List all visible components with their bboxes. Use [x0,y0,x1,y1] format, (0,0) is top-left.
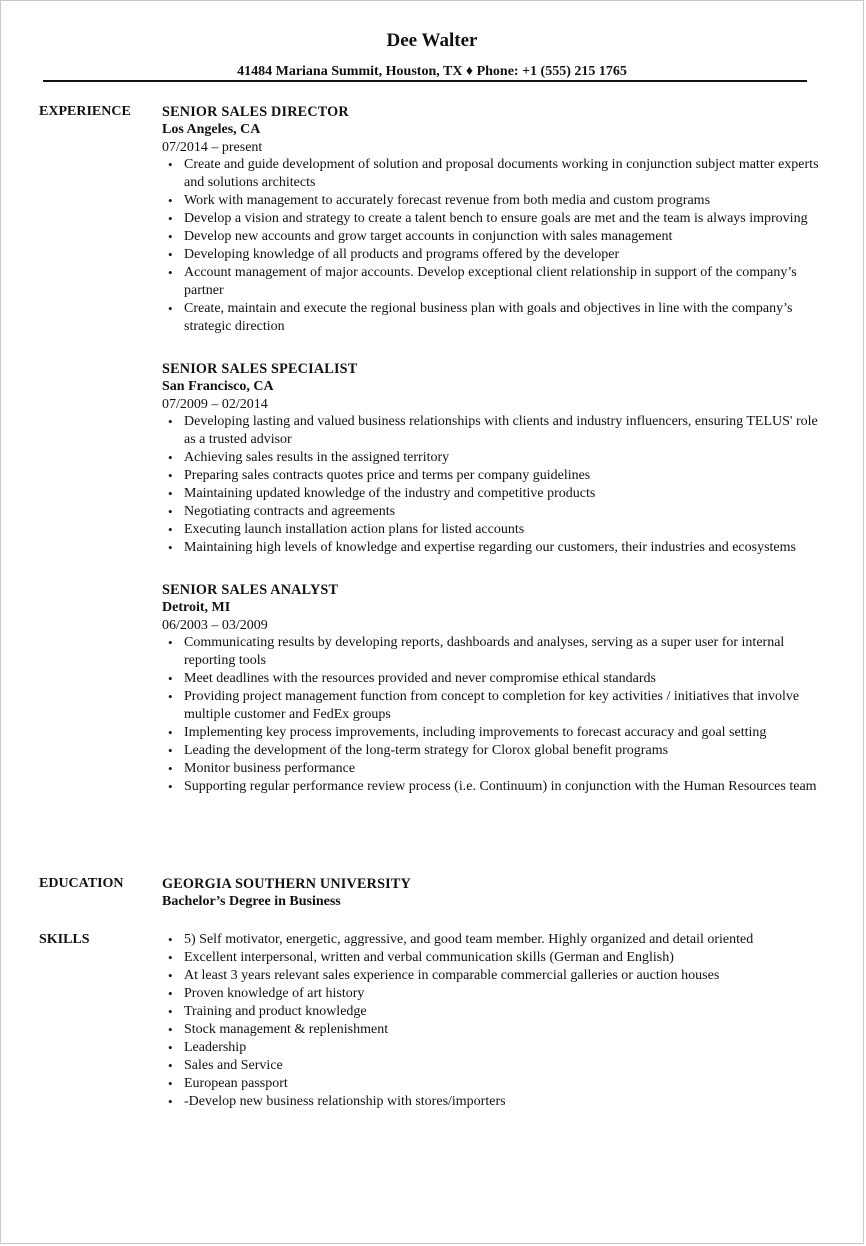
skills-body [162,931,823,1111]
job-location: San Francisco, CA [162,379,274,394]
job-bullet: • Create, maintain and execute the regional business plan with goals and objectives in line with the company’s strategic direction [162,300,823,336]
job-location: Detroit, MI [162,600,231,615]
job-bullet: • Implementing key process improvements, including improvements to forecast accuracy and goal setting [162,724,823,742]
job-bullet: • Account management of major accounts. Develop exceptional client relationship in support of the company’s partner [162,264,823,300]
job-bullet: • Developing knowledge of all products and programs offered by the developer [162,246,823,264]
skill-item: • Sales and Service [162,1057,823,1075]
job-dates: 06/2003 – 03/2009 [162,618,268,633]
job-bullet: • Achieving sales results in the assigned territory [162,449,823,467]
school-name: GEORGIA SOUTHERN UNIVERSITY [162,876,412,892]
skill-item: • Stock management & replenishment [162,1021,823,1039]
experience-body [162,103,823,820]
job-bullet: • Develop new accounts and grow target accounts in conjunction with sales management [162,228,823,246]
job-bullet: • Meet deadlines with the resources provided and never compromise ethical standards [162,670,823,688]
job-bullet: • Maintaining updated knowledge of the industry and competitive products [162,485,823,503]
job-bullet: • Supporting regular performance review process (i.e. Continuum) in conjunction with the Human Resources team [162,778,823,796]
job-dates: 07/2014 – present [162,140,263,155]
contact-line: 41484 Mariana Summit, Houston, TX ♦ Phone: +1 (555) 215 1765 [237,64,627,79]
job-bullets [162,156,823,336]
job-location: Los Angeles, CA [162,122,261,137]
skills-list [162,931,823,1111]
job-bullet: • Communicating results by developing reports, dashboards and analyses, serving as a super user for internal reporting tools [162,634,823,670]
skill-item: • 5) Self motivator, energetic, aggressive, and good team member. Highly organized and detail oriented [162,931,823,949]
job-bullet: • Leading the development of the long-term strategy for Clorox global benefit programs [162,742,823,760]
job-entry [162,360,823,557]
job-bullet: • Maintaining high levels of knowledge and expertise regarding our customers, their industries and ecosystems [162,539,823,557]
header-divider [43,80,807,82]
education-label: EDUCATION [39,876,124,891]
job-entry [162,581,823,796]
job-bullet: • Work with management to accurately forecast revenue from both media and custom programs [162,192,823,210]
job-bullet: • Developing lasting and valued business relationships with clients and industry influencers, ensuring TELUS' role as a trusted advisor [162,413,823,449]
skill-item: • -Develop new business relationship with stores/importers [162,1093,823,1111]
job-bullets [162,634,823,796]
job-bullet: • Preparing sales contracts quotes price and terms per company guidelines [162,467,823,485]
experience-label: EXPERIENCE [39,104,131,119]
job-bullet: • Monitor business performance [162,760,823,778]
education-body [162,875,823,911]
skill-item: • European passport [162,1075,823,1093]
job-bullet: • Create and guide development of solution and proposal documents working in conjunction subject matter experts and solutions architects [162,156,823,192]
skill-item: • Leadership [162,1039,823,1057]
job-title: SENIOR SALES DIRECTOR [162,104,349,120]
skill-item: • Training and product knowledge [162,1003,823,1021]
job-title: SENIOR SALES ANALYST [162,582,339,598]
resume-header [1,1,863,81]
job-dates: 07/2009 – 02/2014 [162,397,268,412]
job-title: SENIOR SALES SPECIALIST [162,361,358,377]
job-entry [162,103,823,336]
candidate-name: Dee Walter [386,30,478,51]
skills-label: SKILLS [39,932,90,947]
skill-item: • At least 3 years relevant sales experience in comparable commercial galleries or auction houses [162,967,823,985]
skill-item: • Proven knowledge of art history [162,985,823,1003]
job-bullet: • Negotiating contracts and agreements [162,503,823,521]
skill-item: • Excellent interpersonal, written and verbal communication skills (German and English) [162,949,823,967]
job-bullet: • Providing project management function from concept to completion for key activities / initiatives that involve multiple customer and FedEx groups [162,688,823,724]
job-bullet: • Executing launch installation action plans for listed accounts [162,521,823,539]
job-bullets [162,413,823,557]
job-bullet: • Develop a vision and strategy to create a talent bench to ensure goals are met and the team is always improving [162,210,823,228]
degree: Bachelor’s Degree in Business [162,894,341,909]
